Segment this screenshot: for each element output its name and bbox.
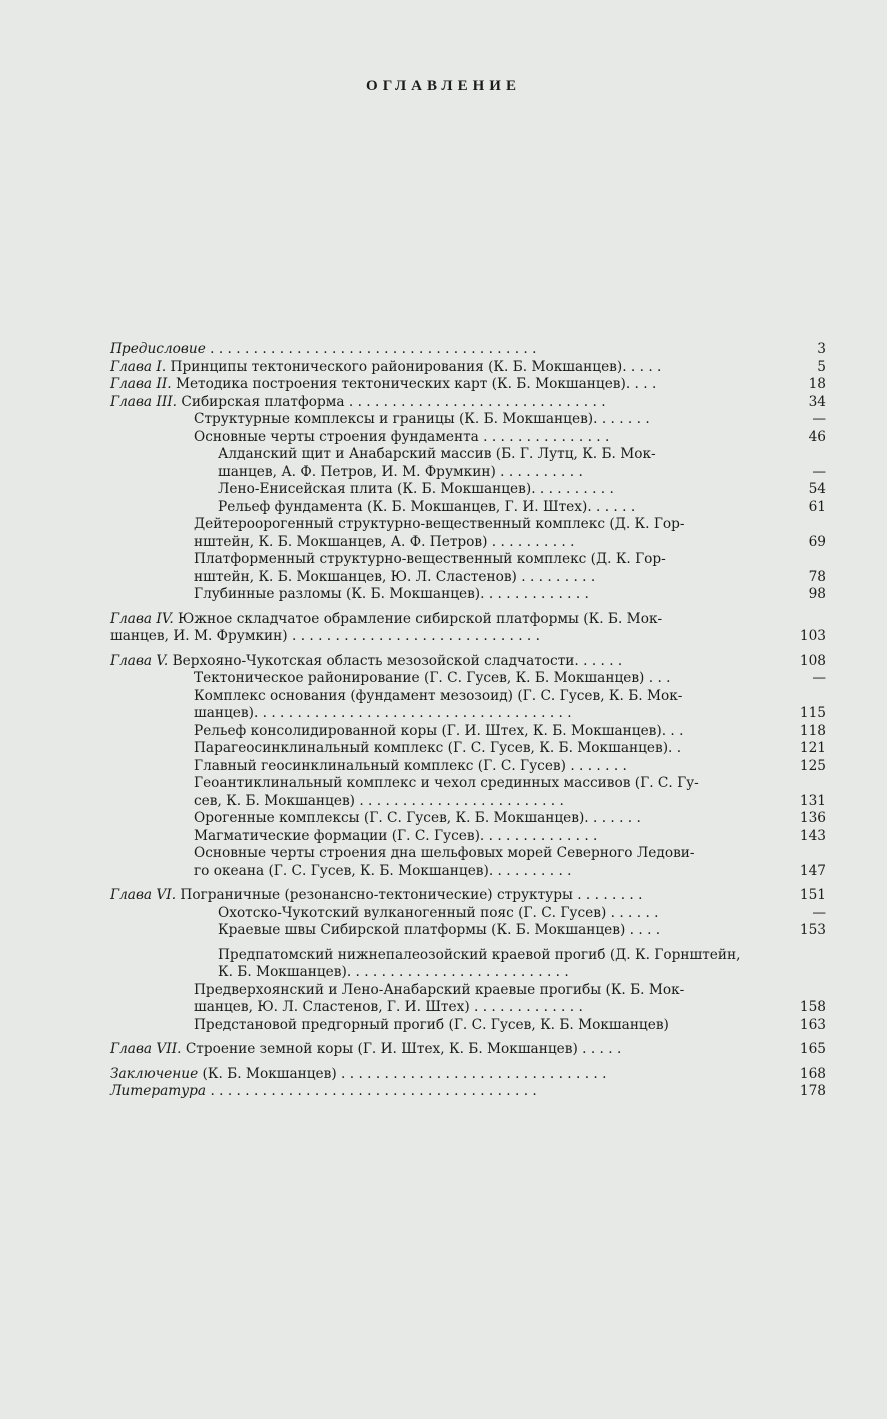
entry-title: Магматические формации (Г. С. Гусев). . . . . . . . . . . . . . <box>194 827 598 844</box>
toc-entry-line <box>194 551 766 569</box>
page-title: ОГЛАВЛЕНИЕ <box>366 78 521 94</box>
toc-entry-text <box>194 688 826 723</box>
toc-entry-line <box>194 982 766 1000</box>
entry-title: Парагеосинклинальный комплекс (Г. С. Гусев, К. Б. Мокшанцев). . <box>194 740 682 756</box>
entry-title: Сибирская платформа . . . . . . . . . . . . . . . . . . . . . . . . . . . . . . <box>177 393 606 410</box>
toc-entry-text <box>194 551 826 586</box>
toc-entry-text <box>218 905 826 923</box>
chapter-label: Глава II. <box>110 376 172 392</box>
entry-title: нштейн, К. Б. Мокшанцев, А. Ф. Петров) . . . . . . . . . . <box>194 533 575 550</box>
toc-entry <box>110 775 826 810</box>
entry-title: (К. Б. Мокшанцев) . . . . . . . . . . . . . . . . . . . . . . . . . . . . . . . <box>198 1065 607 1082</box>
toc-entry-line <box>218 464 766 482</box>
toc-entry <box>110 947 826 982</box>
page-number: 151 <box>799 887 826 903</box>
page-number: 78 <box>808 568 826 585</box>
toc-entry <box>110 1017 826 1035</box>
toc-entry-text <box>194 775 826 810</box>
entry-title: го океана (Г. С. Гусев, К. Б. Мокшанцев). . . . . . . . . . <box>194 862 572 879</box>
toc-entry-line <box>218 905 766 923</box>
toc-entry-line <box>218 481 766 499</box>
toc-entry-text <box>218 481 826 499</box>
toc-entry <box>110 887 826 905</box>
toc-entry-line <box>218 446 766 464</box>
toc-entry-line <box>194 411 766 429</box>
toc-entry-text <box>110 1083 826 1101</box>
toc-entry-line <box>110 1066 766 1084</box>
toc-entry-text <box>110 359 826 377</box>
toc-entry-line <box>110 628 766 646</box>
entry-title: . . . . . . . . . . . . . . . . . . . . . . . . . . . . . . . . . . . . . . <box>205 341 537 357</box>
toc-entry <box>110 828 826 846</box>
toc-entry-text <box>194 758 826 776</box>
toc-entry <box>110 481 826 499</box>
page-number: 163 <box>799 1016 826 1033</box>
toc-entry <box>110 586 826 604</box>
entry-title: Предстановой предгорный прогиб (Г. С. Гусев, К. Б. Мокшанцев) <box>194 1016 669 1033</box>
page-number: 103 <box>799 628 826 644</box>
toc-entry <box>110 758 826 776</box>
toc-entry-text <box>194 828 826 846</box>
entry-title: Верхояно-Чукотская область мезозойской сладчатости. . . . . . <box>168 652 623 669</box>
entry-title: Южное складчатое обрамление сибирской платформы (К. Б. Мок- <box>173 610 663 627</box>
toc-entry <box>110 810 826 828</box>
toc-entry <box>110 499 826 517</box>
toc-entry-text <box>110 887 826 905</box>
toc-entry-line <box>110 1041 766 1059</box>
toc-entry-text <box>194 411 826 429</box>
page-number: 3 <box>817 341 826 357</box>
page-number: — <box>812 904 826 921</box>
page-number: 18 <box>808 376 826 392</box>
toc-entry <box>110 359 826 377</box>
page-number: 69 <box>808 533 826 550</box>
toc-entry-line <box>194 740 766 758</box>
toc-entry-line <box>194 705 766 723</box>
toc-entry-line <box>194 569 766 587</box>
toc-entry-line <box>194 810 766 828</box>
toc-entry-text <box>110 653 826 671</box>
toc-entry-line <box>218 499 766 517</box>
toc-entry-line <box>194 793 766 811</box>
entry-title: Пограничные (резонансно-тектонические) структуры . . . . . . . . <box>176 887 643 903</box>
entry-title: шанцев, А. Ф. Петров, И. М. Фрумкин) . . . . . . . . . . <box>218 463 583 480</box>
toc-entry-line <box>110 611 766 629</box>
toc-entry <box>110 429 826 447</box>
entry-title: Предверхоянский и Лено-Анабарский краевые прогибы (К. Б. Мок- <box>194 981 685 998</box>
chapter-label: Глава IV. <box>110 610 174 627</box>
toc-entry-text <box>194 740 826 758</box>
page-number: — <box>812 463 826 480</box>
page-number: 131 <box>799 792 826 809</box>
entry-title: шанцев, И. М. Фрумкин) . . . . . . . . . . . . . . . . . . . . . . . . . . . . . <box>110 628 540 644</box>
entry-title: Лено-Енисейская плита (К. Б. Мокшанцев). . . . . . . . . . <box>218 481 614 497</box>
entry-title: шанцев). . . . . . . . . . . . . . . . . . . . . . . . . . . . . . . . . . . . . <box>194 705 572 721</box>
toc-entry-line <box>194 1017 766 1035</box>
entry-title: Рельеф консолидированной коры (Г. И. Штех, К. Б. Мокшанцев). . . <box>194 722 684 739</box>
page-number: 178 <box>799 1083 826 1099</box>
toc-entry-line <box>194 828 766 846</box>
toc-entry <box>110 516 826 551</box>
toc-entry <box>110 411 826 429</box>
page-number: 61 <box>808 498 826 515</box>
toc-entry-text <box>218 446 826 481</box>
toc-entry-line <box>110 341 766 359</box>
toc-entry-text <box>110 394 826 412</box>
toc-entry-text <box>110 1041 826 1059</box>
toc-entry-line <box>110 887 766 905</box>
toc-entry-text <box>194 810 826 828</box>
page-number: 118 <box>799 722 826 739</box>
toc-entry <box>110 723 826 741</box>
entry-title: К. Б. Мокшанцев). . . . . . . . . . . . . . . . . . . . . . . . . . <box>218 964 569 980</box>
toc-entry-line <box>194 863 766 881</box>
toc-entry-line <box>218 922 766 940</box>
toc-entry-line <box>194 723 766 741</box>
toc-entry-text <box>194 670 826 688</box>
toc-entry-text <box>194 586 826 604</box>
toc-entry-text <box>218 947 826 982</box>
entry-title: Принципы тектонического районирования (К. Б. Мокшанцев). . . . . <box>166 358 662 375</box>
toc-entry-line <box>110 653 766 671</box>
toc-entry <box>110 1066 826 1084</box>
entry-title: шанцев, Ю. Л. Сластенов, Г. И. Штех) . . . . . . . . . . . . . <box>194 999 583 1015</box>
entry-title: Основные черты строения фундамента . . . . . . . . . . . . . . . <box>194 428 610 445</box>
page-number: 165 <box>799 1041 826 1057</box>
toc-entry <box>110 1083 826 1101</box>
toc-entry-line <box>194 758 766 776</box>
page-number: 108 <box>799 652 826 669</box>
entry-title: Предпатомский нижнепалеозойский краевой прогиб (Д. К. Горнштейн, <box>218 946 741 963</box>
toc-entry <box>110 922 826 940</box>
toc-entry-line <box>218 964 766 982</box>
toc-entry-line <box>194 586 766 604</box>
toc-entry-text <box>218 499 826 517</box>
toc-entry <box>110 1041 826 1059</box>
page-number: 168 <box>799 1065 826 1082</box>
table-of-contents <box>110 341 826 1101</box>
toc-entry-line <box>194 516 766 534</box>
toc-entry <box>110 446 826 481</box>
toc-entry-text <box>194 516 826 551</box>
entry-title: нштейн, К. Б. Мокшанцев, Ю. Л. Сластенов) . . . . . . . . . <box>194 568 596 585</box>
toc-entry <box>110 551 826 586</box>
entry-title: Главный геосинклинальный комплекс (Г. С. Гусев) . . . . . . . <box>194 757 627 774</box>
toc-entry-line <box>218 947 766 965</box>
toc-entry <box>110 611 826 646</box>
toc-entry-line <box>194 845 766 863</box>
toc-entry <box>110 845 826 880</box>
entry-title: Орогенные комплексы (Г. С. Гусев, К. Б. Мокшанцев). . . . . . . <box>194 810 641 826</box>
toc-entry-text <box>218 922 826 940</box>
toc-entry-text <box>194 429 826 447</box>
toc-entry <box>110 670 826 688</box>
entry-title: Комплекс основания (фундамент мезозоид) (Г. С. Гусев, К. Б. Мок- <box>194 687 683 704</box>
chapter-label: Глава VI. <box>110 887 177 903</box>
entry-title: Основные черты строения дна шельфовых морей Северного Ледови- <box>194 845 695 861</box>
toc-entry <box>110 982 826 1017</box>
toc-entry-line <box>110 1083 766 1101</box>
entry-title: Платформенный структурно-вещественный комплекс (Д. К. Гор- <box>194 551 666 567</box>
toc-entry <box>110 341 826 359</box>
page-number: — <box>812 411 826 427</box>
chapter-label: Глава VII. <box>110 1041 182 1057</box>
page-number: 136 <box>799 810 826 826</box>
toc-entry-text <box>194 982 826 1017</box>
entry-title: сев, К. Б. Мокшанцев) . . . . . . . . . . . . . . . . . . . . . . . . <box>194 792 564 809</box>
toc-entry <box>110 653 826 671</box>
toc-entry-text <box>194 1017 826 1035</box>
toc-entry-line <box>110 359 766 377</box>
toc-entry-line <box>194 688 766 706</box>
toc-entry <box>110 376 826 394</box>
toc-entry-text <box>110 611 826 646</box>
toc-entry-line <box>194 999 766 1017</box>
chapter-label: Глава V. <box>110 652 169 669</box>
toc-entry-text <box>110 1066 826 1084</box>
entry-title: Тектоническое районирование (Г. С. Гусев, К. Б. Мокшанцев) . . . <box>194 670 671 686</box>
entry-title: Краевые швы Сибирской платформы (К. Б. Мокшанцев) . . . . <box>218 922 661 938</box>
toc-entry-line <box>194 670 766 688</box>
toc-entry-text <box>194 723 826 741</box>
chapter-label: Литература <box>110 1083 207 1099</box>
entry-title: . . . . . . . . . . . . . . . . . . . . . . . . . . . . . . . . . . . . . . <box>206 1083 537 1099</box>
toc-entry-line <box>194 534 766 552</box>
page-number: 5 <box>817 358 826 375</box>
chapter-label: Глава III. <box>110 393 177 410</box>
page-number: 34 <box>808 393 826 410</box>
page-number: 54 <box>808 481 826 497</box>
toc-entry-line <box>110 394 766 412</box>
entry-title: Охотско-Чукотский вулканогенный пояс (Г. С. Гусев) . . . . . . <box>218 904 659 921</box>
entry-title: Методика построения тектонических карт (К. Б. Мокшанцев). . . . <box>171 376 657 392</box>
page-number: 115 <box>799 705 826 721</box>
page-number: 121 <box>799 740 826 756</box>
toc-entry-text <box>110 341 826 359</box>
toc-entry-line <box>194 429 766 447</box>
toc-entry <box>110 740 826 758</box>
entry-title: Строение земной коры (Г. И. Штех, К. Б. Мокшанцев) . . . . . <box>181 1041 622 1057</box>
chapter-label: Глава I. <box>110 358 167 375</box>
chapter-label: Предисловие <box>110 341 206 357</box>
toc-entry <box>110 394 826 412</box>
toc-entry <box>110 905 826 923</box>
entry-title: Геоантиклинальный комплекс и чехол срединных массивов (Г. С. Гу- <box>194 775 699 791</box>
toc-entry-text <box>194 845 826 880</box>
page-number: 98 <box>808 586 826 602</box>
entry-title: Дейтероорогенный структурно-вещественный комплекс (Д. К. Гор- <box>194 516 685 532</box>
entry-title: Структурные комплексы и границы (К. Б. Мокшанцев). . . . . . . <box>194 411 650 427</box>
page-number: 125 <box>799 757 826 774</box>
entry-title: Алданский щит и Анабарский массив (Б. Г. Лутц, К. Б. Мок- <box>218 446 656 462</box>
page-number: — <box>812 670 826 686</box>
entry-title: Рельеф фундамента (К. Б. Мокшанцев, Г. И. Штех). . . . . . <box>218 498 636 515</box>
page-number: 158 <box>799 999 826 1015</box>
toc-entry-line <box>110 376 766 394</box>
toc-entry <box>110 688 826 723</box>
page-number: 143 <box>799 827 826 844</box>
page-number: 147 <box>799 862 826 879</box>
chapter-label: Заключение <box>110 1065 199 1082</box>
page-number: 153 <box>799 922 826 938</box>
page-number: 46 <box>808 428 826 445</box>
toc-entry-text <box>110 376 826 394</box>
toc-entry-line <box>194 775 766 793</box>
entry-title: Глубинные разломы (К. Б. Мокшанцев). . . . . . . . . . . . . <box>194 586 589 602</box>
